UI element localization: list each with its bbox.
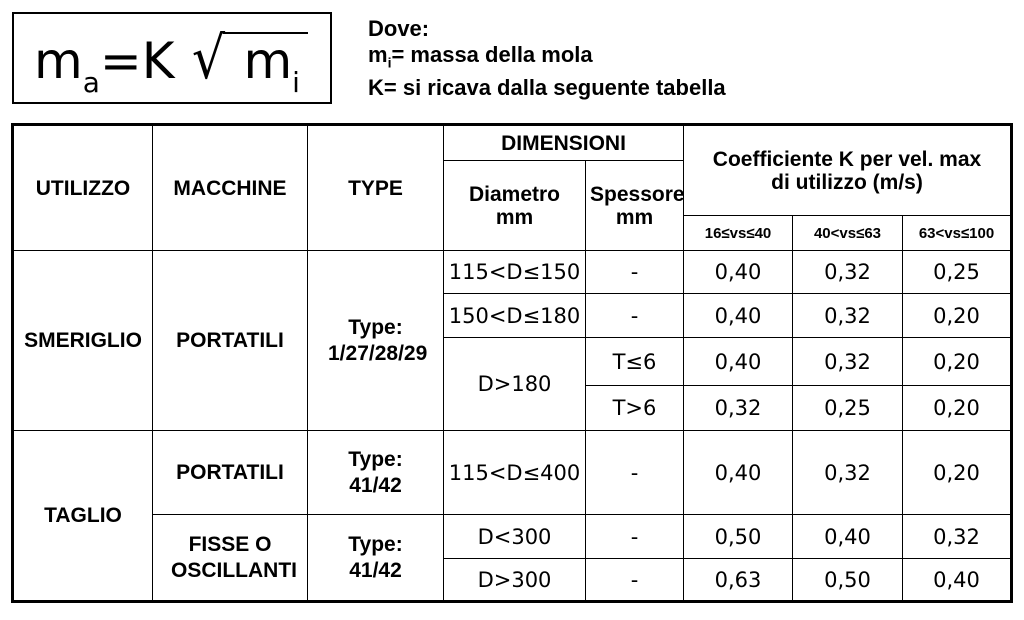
group-fisse: FISSE O OSCILLANTI: [153, 515, 308, 602]
square-root: [190, 24, 307, 110]
header-speed-3: 63<vs≤100: [903, 216, 1012, 251]
table-row: [13, 251, 1012, 294]
cell-k3: 0,25: [903, 251, 1012, 294]
formula-eq: =K: [99, 32, 175, 90]
legend-line-2: K= si ricava dalla seguente tabella: [368, 75, 726, 101]
header-coefficiente: Coefficiente K per vel. max di utilizzo (m/s): [684, 125, 1012, 216]
cell-k1: 0,40: [684, 431, 793, 515]
cell-k2: 0,50: [793, 559, 903, 602]
cell-spessore: T≤6: [586, 338, 684, 386]
cell-k2: 0,32: [793, 294, 903, 338]
cell-diametro: 150<D≤180: [444, 294, 586, 338]
sqrt-icon: √: [192, 24, 226, 92]
group-smeriglio: SMERIGLIO: [13, 251, 153, 431]
legend-title: Dove:: [368, 16, 430, 41]
cell-k1: 0,32: [684, 386, 793, 431]
table-row: [13, 515, 1012, 559]
legend-line-1: [368, 42, 726, 75]
cell-spessore: -: [586, 294, 684, 338]
cell-spessore: T>6: [586, 386, 684, 431]
cell-k2: 0,25: [793, 386, 903, 431]
header-spessore: Spessore mm: [586, 161, 684, 251]
header-utilizzo: UTILIZZO: [13, 125, 153, 251]
formula: [34, 24, 308, 113]
cell-k2: 0,32: [793, 338, 903, 386]
cell-k1: 0,50: [684, 515, 793, 559]
cell-k3: 0,20: [903, 386, 1012, 431]
cell-diametro: 115<D≤150: [444, 251, 586, 294]
radicand: [223, 32, 308, 110]
group-type: Type: 1/27/28/29: [308, 251, 444, 431]
cell-k2: 0,32: [793, 251, 903, 294]
header-macchine: MACCHINE: [153, 125, 308, 251]
legend-line1-text: = massa della mola: [391, 42, 593, 67]
header-type: TYPE: [308, 125, 444, 251]
cell-spessore: -: [586, 251, 684, 294]
cell-k3: 0,32: [903, 515, 1012, 559]
cell-spessore: -: [586, 431, 684, 515]
legend: [368, 16, 726, 101]
radicand-sub-i: i: [292, 66, 300, 99]
legend-sub-i: i: [387, 54, 392, 71]
table-row: [13, 431, 1012, 515]
header-speed-1: 16≤vs≤40: [684, 216, 793, 251]
header-speed-2: 40<vs≤63: [793, 216, 903, 251]
group-portatili-taglio: PORTATILI: [153, 431, 308, 515]
cell-k2: 0,40: [793, 515, 903, 559]
header-diametro: Diametro mm: [444, 161, 586, 251]
legend-m: m: [368, 42, 388, 67]
cell-diametro: D<300: [444, 515, 586, 559]
cell-k3: 0,20: [903, 294, 1012, 338]
formula-m: m: [34, 32, 83, 90]
cell-diametro: D>180: [444, 338, 586, 431]
cell-spessore: -: [586, 515, 684, 559]
coefficient-table: [11, 123, 1013, 603]
cell-diametro: 115<D≤400: [444, 431, 586, 515]
group-type-fisse: Type: 41/42: [308, 515, 444, 602]
formula-sub-a: a: [82, 66, 100, 99]
cell-k2: 0,32: [793, 431, 903, 515]
cell-k3: 0,20: [903, 338, 1012, 386]
group-taglio: TAGLIO: [13, 431, 153, 602]
radicand-m: m: [243, 32, 293, 90]
cell-k1: 0,40: [684, 338, 793, 386]
cell-spessore: -: [586, 559, 684, 602]
cell-diametro: D>300: [444, 559, 586, 602]
cell-k1: 0,40: [684, 294, 793, 338]
group-type-taglio: Type: 41/42: [308, 431, 444, 515]
cell-k3: 0,40: [903, 559, 1012, 602]
cell-k1: 0,63: [684, 559, 793, 602]
group-portatili: PORTATILI: [153, 251, 308, 431]
cell-k1: 0,40: [684, 251, 793, 294]
formula-box: [12, 12, 332, 104]
header-row-1: [13, 125, 1012, 161]
header-dimensioni: DIMENSIONI: [444, 125, 684, 161]
cell-k3: 0,20: [903, 431, 1012, 515]
